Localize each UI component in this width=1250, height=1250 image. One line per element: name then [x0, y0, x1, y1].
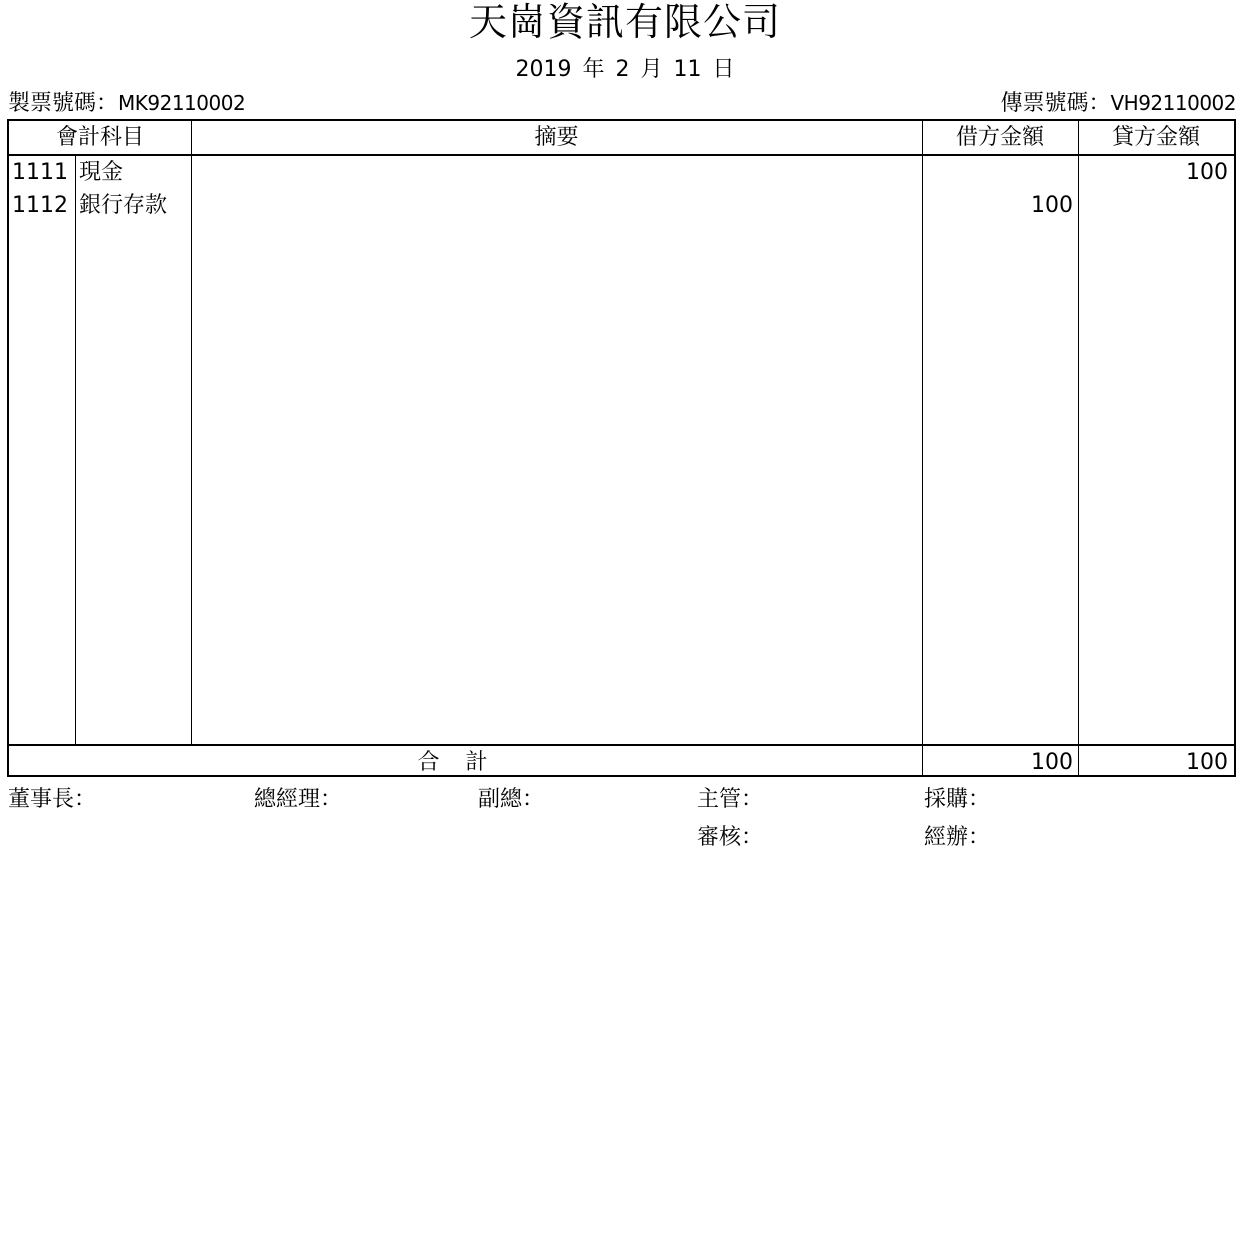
total-rule	[9, 744, 1234, 746]
column-header-account: 會計科目	[55, 125, 144, 150]
row-2-debit: 100	[1031, 193, 1073, 218]
row-1-account-name: 現金	[79, 160, 124, 185]
divider-code-name	[75, 155, 76, 745]
total-label: 合計	[417, 750, 514, 775]
row-2-account-name: 銀行存款	[79, 193, 168, 218]
signature-purchasing: 採購：	[924, 787, 991, 812]
company-title: 天崗資訊有限公司	[468, 0, 781, 44]
row-1-credit: 100	[1186, 160, 1228, 185]
signature-chairman: 董事長：	[8, 787, 97, 812]
divider-account-summary	[191, 121, 192, 745]
maker-number-value: MK92110002	[118, 91, 246, 115]
column-header-debit: 借方金額	[955, 125, 1044, 150]
voucher-number-value: VH92110002	[1110, 91, 1236, 115]
voucher-table	[7, 119, 1236, 777]
divider-debit-credit	[1078, 121, 1079, 777]
row-2-account-code: 1112	[12, 193, 68, 218]
document-date: 2019 年 2 月 11 日	[515, 57, 735, 82]
signature-general-manager: 總經理：	[254, 787, 343, 812]
maker-number	[8, 88, 245, 119]
signature-vice-general: 副總：	[478, 787, 545, 812]
signature-review: 審核：	[697, 825, 764, 850]
voucher-number-label: 傳票號碼：	[1000, 91, 1111, 116]
voucher-number	[1000, 88, 1236, 119]
total-debit: 100	[1031, 750, 1073, 775]
signature-supervisor: 主管：	[697, 787, 764, 812]
signature-handler: 經辦：	[924, 825, 991, 850]
row-1-account-code: 1111	[12, 160, 68, 185]
column-header-credit: 貸方金額	[1111, 125, 1200, 150]
maker-number-label: 製票號碼：	[8, 91, 119, 116]
column-header-summary: 摘要	[534, 125, 579, 150]
total-credit: 100	[1186, 750, 1228, 775]
